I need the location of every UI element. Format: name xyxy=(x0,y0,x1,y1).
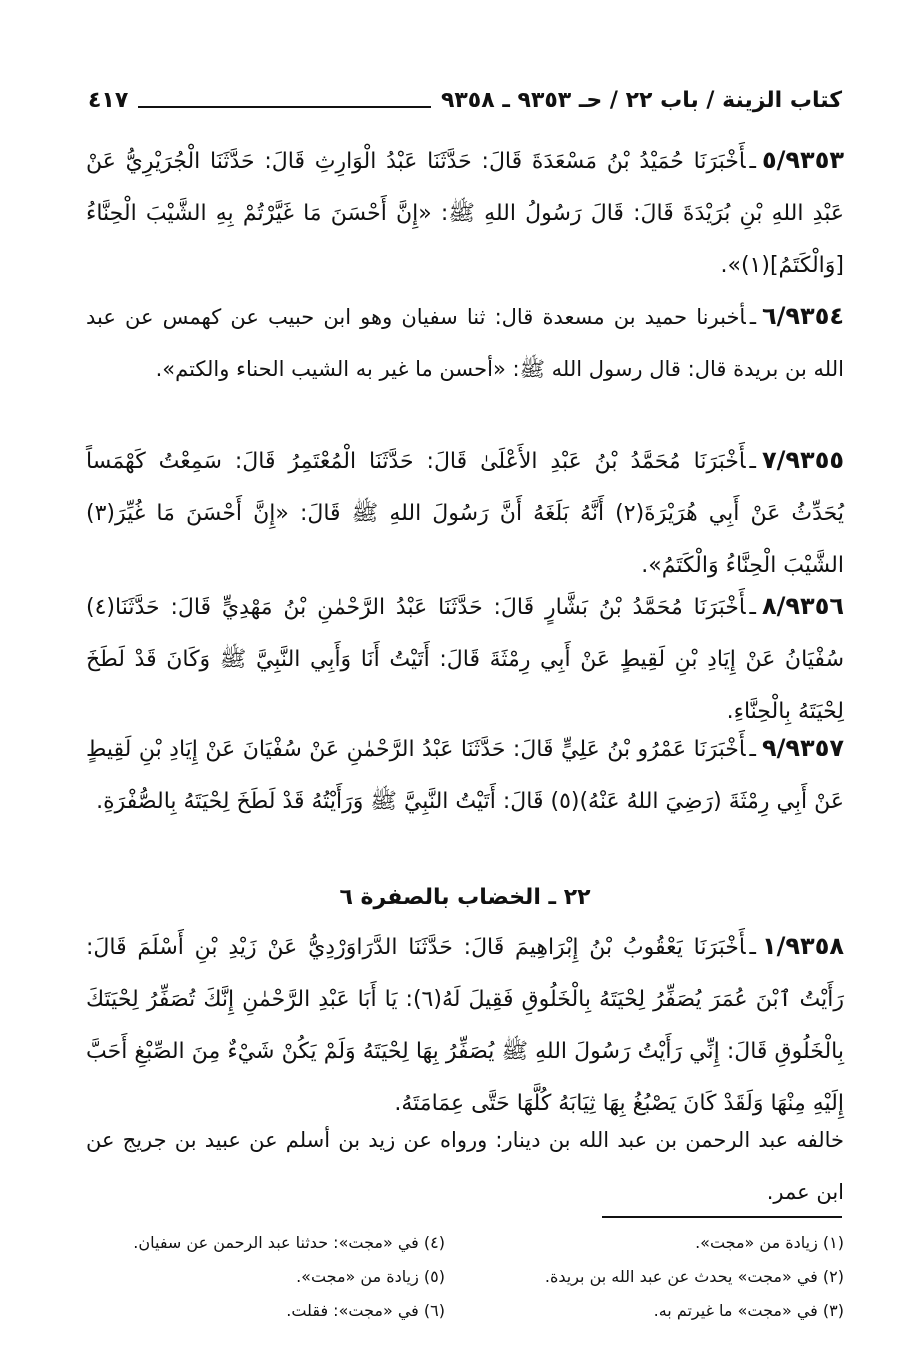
header-title: كتاب الزينة / باب ٢٢ / حـ ٩٣٥٣ ـ ٩٣٥٨ xyxy=(440,87,842,113)
dash: ـ xyxy=(749,305,756,329)
footnotes xyxy=(86,1226,844,1336)
dash: ـ xyxy=(749,595,756,620)
hadith-number: ٩/٩٣٥٧ xyxy=(761,734,844,762)
running-header xyxy=(88,84,842,116)
hadith-text: أخبرنا حميد بن مسعدة قال: ثنا سفيان وهو ابن حبيب عن كهمس عن عبد الله بن بريدة قال: قال رسول الله ﷺ: «أحسن ما غير به الشيب الحناء والكتم». xyxy=(86,305,844,381)
hadith-9356 xyxy=(86,580,844,738)
footnote: (٥) زيادة من «مجت». xyxy=(296,1267,445,1286)
hadith-9358 xyxy=(86,920,844,1130)
hadith-number: ٧/٩٣٥٥ xyxy=(761,446,844,474)
hadith-text: أَخْبَرَنَا عَمْرُو بْنُ عَلِيٍّ قَالَ: حَدَّثَنَا عَبْدُ الرَّحْمٰنِ عَنْ سُفْيَانَ عَنْ إِيَادِ بْنِ لَقِيطٍ عَنْ أَبِي رِمْثَةَ (رَضِيَ اللهُ عَنْهُ)(٥) قَالَ: أَتَيْتُ النَّبِيَّ ﷺ وَرَأَيْتُهُ قَدْ لَطَخَ لِحْيَتَهُ بِالصُّفْرَةِ. xyxy=(86,737,844,814)
hadith-9353 xyxy=(86,134,844,292)
hadith-9355 xyxy=(86,434,844,592)
footnote: (٤) في «مجت»: حدثنا عبد الرحمن عن سفيان. xyxy=(133,1233,445,1252)
header-rule xyxy=(138,92,431,108)
dash: ـ xyxy=(749,737,756,762)
hadith-number: ٨/٩٣٥٦ xyxy=(761,592,844,620)
footnote: (٣) في «مجت» ما غيرتم به. xyxy=(653,1301,844,1320)
hadith-9357 xyxy=(86,722,844,828)
footnote: (١) زيادة من «مجت». xyxy=(695,1233,844,1252)
footnote: (٦) في «مجت»: فقلت. xyxy=(286,1301,445,1320)
footnote-divider xyxy=(602,1216,842,1218)
hadith-number: ١/٩٣٥٨ xyxy=(761,932,844,960)
hadith-text: أَخْبَرَنَا يَعْقُوبُ بْنُ إِبْرَاهِيمَ قَالَ: حَدَّثَنَا الدَّرَاوَرْدِيُّ عَنْ زَيْدِ بْنِ أَسْلَمَ قَالَ: رَأَيْتُ ٱبْنَ عُمَرَ يُصَفِّرُ لِحْيَتَهُ بِالْخَلُوقِ فَقِيلَ لَهُ(٦): يَا أَبَا عَبْدِ الرَّحْمٰنِ إِنَّكَ تُصَفِّرُ لِحْيَتَكَ بِالْخَلُوقِ قَالَ: إِنِّي رَأَيْتُ رَسُولَ اللهِ ﷺ يُصَفِّرُ بِهَا لِحْيَتَهُ وَلَمْ يَكُنْ شَيْءٌ مِنَ الصِّبْغِ أَحَبَّ إِلَيْهِ مِنْهَا وَلَقَدْ كَانَ يَصْبُغُ بِهَا ثِيَابَهُ كُلَّهَا حَتَّى عِمَامَتَهُ. xyxy=(86,935,844,1116)
dash: ـ xyxy=(749,149,756,174)
hadith-text: أَخْبَرَنَا حُمَيْدُ بْنُ مَسْعَدَةَ قَالَ: حَدَّثَنَا عَبْدُ الْوَارِثِ قَالَ: حَدَّثَنَا الْجُرَيْرِيُّ عَنْ عَبْدِ اللهِ بْنِ بُرَيْدَةَ قَالَ: قَالَ رَسُولُ اللهِ ﷺ: «إِنَّ أَحْسَنَ مَا غَيَّرْتُمْ بِهِ الشَّيْبَ الْحِنَّاءُ [وَالْكَتَمُ](١)». xyxy=(86,149,844,278)
section-heading: ٢٢ ـ الخضاب بالصفرة ٦ xyxy=(339,885,591,910)
hadith-9354 xyxy=(86,290,844,395)
footnote: (٢) في «مجت» يحدث عن عبد الله بن بريدة. xyxy=(544,1267,844,1286)
hadith-number: ٥/٩٣٥٣ xyxy=(761,146,844,174)
commentary: خالفه عبد الرحمن بن عبد الله بن دينار: ورواه عن زيد بن أسلم عن عبيد بن جريج عن ابن عمر. xyxy=(86,1128,844,1204)
hadith-text: أَخْبَرَنَا مُحَمَّدُ بْنُ بَشَّارٍ قَالَ: حَدَّثَنَا عَبْدُ الرَّحْمٰنِ بْنُ مَهْدِيٍّ قَالَ: حَدَّثَنَا(٤) سُفْيَانُ عَنْ إِيَادِ بْنِ لَقِيطٍ عَنْ أَبِي رِمْثَةَ قَالَ: أَتَيْتُ أَنَا وَأَبِي النَّبِيَّ ﷺ وَكَانَ قَدْ لَطَخَ لِحْيَتَهُ بِالْحِنَّاءِ. xyxy=(86,595,844,724)
dash: ـ xyxy=(749,449,756,474)
hadith-number: ٦/٩٣٥٤ xyxy=(761,302,844,330)
dash: ـ xyxy=(749,935,756,960)
hadith-text: أَخْبَرَنَا مُحَمَّدُ بْنُ عَبْدِ الأَعْلَىٰ قَالَ: حَدَّثَنَا الْمُعْتَمِرُ قَالَ: سَمِعْتُ كَهْمَساً يُحَدِّثُ عَنْ أَبِي هُرَيْرَةَ(٢) أَنَّهُ بَلَغَهُ أَنَّ رَسُولَ اللهِ ﷺ قَالَ: «إِنَّ أَحْسَنَ مَا غُيِّرَ(٣) الشَّيْبَ الْحِنَّاءُ وَالْكَتَمُ». xyxy=(86,449,845,578)
page-number: ٤١٧ xyxy=(88,87,129,113)
